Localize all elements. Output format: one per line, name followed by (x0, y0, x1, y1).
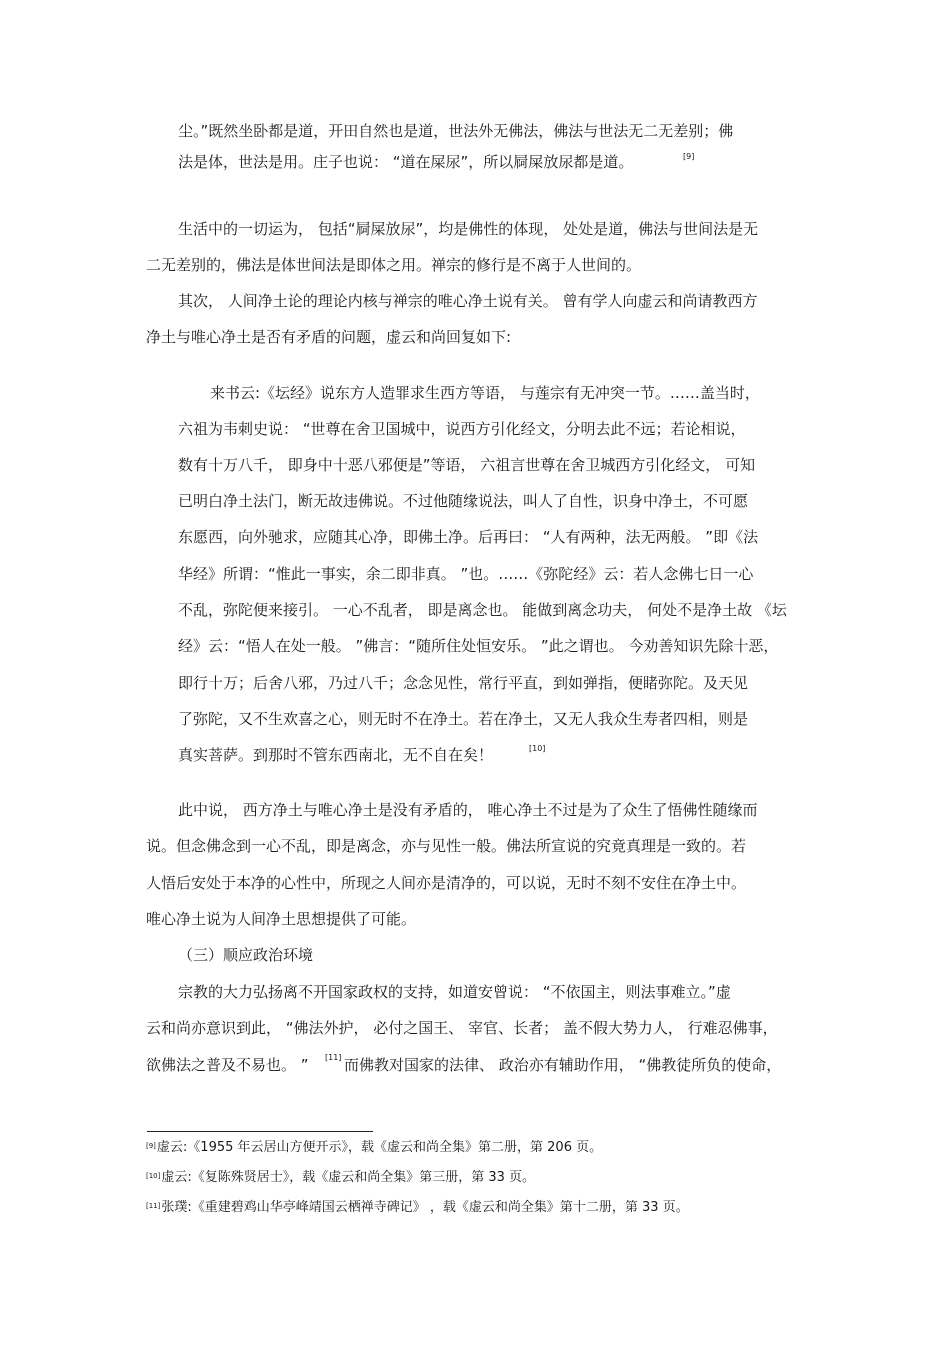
footnote-divider (147, 1131, 373, 1132)
footnote-mark: [11] (146, 1202, 161, 1210)
footnote-ref-11[interactable]: [11] (325, 1053, 342, 1062)
quote-line: 了弥陀，又不生欢喜之心，则无时不在净土。若在净土，又无人我众生寿者四相，则是 (178, 710, 749, 728)
body-line: 净土与唯心净土是否有矛盾的问题，虚云和尚回复如下: (146, 328, 512, 346)
footnote-ref-9[interactable]: [9] (683, 152, 695, 161)
footnote-mark: [10] (146, 1172, 161, 1180)
body-line: 此中说， 西方净土与唯心净土是没有矛盾的， 唯心净土不过是为了众生了悟佛性随缘而 (178, 801, 758, 819)
body-line: 宗教的大力弘扬离不开国家政权的支持，如道安曾说： “不依国主，则法事难立。”虚 (178, 983, 731, 1001)
body-line: 云和尚亦意识到此， “佛法外护， 必付之国王、 宰官、长者； 盖不假大势力人， 行难忍佛事， (146, 1019, 778, 1037)
footnote (146, 1199, 689, 1217)
body-line: 二无差别的，佛法是体世间法是即体之用。禅宗的修行是不离于人世间的。 (146, 256, 642, 274)
body-line: 人悟后安处于本净的心性中，所现之人间亦是清净的，可以说，无时不刻不安住在净土中。 (146, 874, 747, 892)
body-line: 尘。”既然坐卧都是道，开田自然也是道，世法外无佛法，佛法与世法无二无差别；佛 (178, 122, 734, 140)
footnote (146, 1139, 602, 1157)
quote-line: 华经》所谓：“惟此一事实，余二即非真。 ”也。……《弥陀经》云：若人念佛七日一心 (178, 565, 754, 583)
quote-line: 数有十万八千， 即身中十恶八邪便是”等语， 六祖言世尊在舍卫城西方引化经文， 可知 (178, 456, 756, 474)
quote-line: 来书云:《坛经》说东方人造罪求生西方等语， 与莲宗有无冲突一节。……盖当时， (210, 384, 760, 402)
body-line: 其次， 人间净土论的理论内核与禅宗的唯心净土说有关。 曾有学人向虚云和尚请教西方 (178, 292, 758, 310)
body-line: 法是体，世法是用。庄子也说： “道在屎尿”，所以屙屎放尿都是道。 (178, 153, 634, 171)
quote-line: 即行十万；后舍八邪，乃过八千；念念见性，常行平直，到如弹指，便睹弥陀。及天见 (178, 674, 749, 692)
footnote-mark: [9] (146, 1142, 156, 1150)
body-line: 欲佛法之普及不易也。 ” (146, 1056, 309, 1074)
quote-line: 不乱，弥陀便来接引。 一心不乱者， 即是离念也。 能做到离念功夫， 何处不是净土故 《坛 (178, 601, 787, 619)
quote-line: 经》云：“悟人在处一般。 ”佛言：“随所住处恒安乐。 ”此之谓也。 今劝善知识先除十恶， (178, 637, 779, 655)
quote-line: 六祖为韦刺史说： “世尊在舍卫国城中，说西方引化经文，分明去此不远；若论相说， (178, 420, 746, 438)
section-heading: （三）顺应政治环境 (178, 946, 314, 964)
footnote-text: 虚云:《复陈殊贤居士》，载《虚云和尚全集》第三册，第 33 页。 (161, 1170, 536, 1185)
quote-line: 东愿西，向外驰求，应随其心净，即佛土净。后再曰： “人有两种，法无两般。 ”即《法 (178, 528, 759, 546)
quote-line: 真实菩萨。到那时不管东西南北，无不自在矣！ (178, 746, 494, 764)
body-line: 唯心净土说为人间净土思想提供了可能。 (146, 910, 417, 928)
footnote-text: 虚云:《1955 年云居山方便开示》，载《虚云和尚全集》第二册，第 206 页。 (156, 1140, 603, 1155)
footnote (146, 1169, 535, 1187)
body-line: 说。但念佛念到一心不乱，即是离念，亦与见性一般。佛法所宣说的究竟真理是一致的。若 (146, 837, 747, 855)
body-line: 而佛教对国家的法律、 政治亦有辅助作用， “佛教徒所负的使命， (344, 1056, 782, 1074)
footnote-ref-10[interactable]: [10] (529, 744, 546, 753)
footnote-text: 张璞:《重建碧鸡山华亭峰靖国云栖禅寺碑记》 ，载《虚云和尚全集》第十二册，第 33 页。 (161, 1200, 689, 1215)
quote-line: 已明白净土法门，断无故违佛说。不过他随缘说法，叫人了自性，识身中净土，不可愿 (178, 492, 749, 510)
body-line: 生活中的一切运为， 包括“屙屎放尿”，均是佛性的体现， 处处是道，佛法与世间法是无 (178, 220, 759, 238)
